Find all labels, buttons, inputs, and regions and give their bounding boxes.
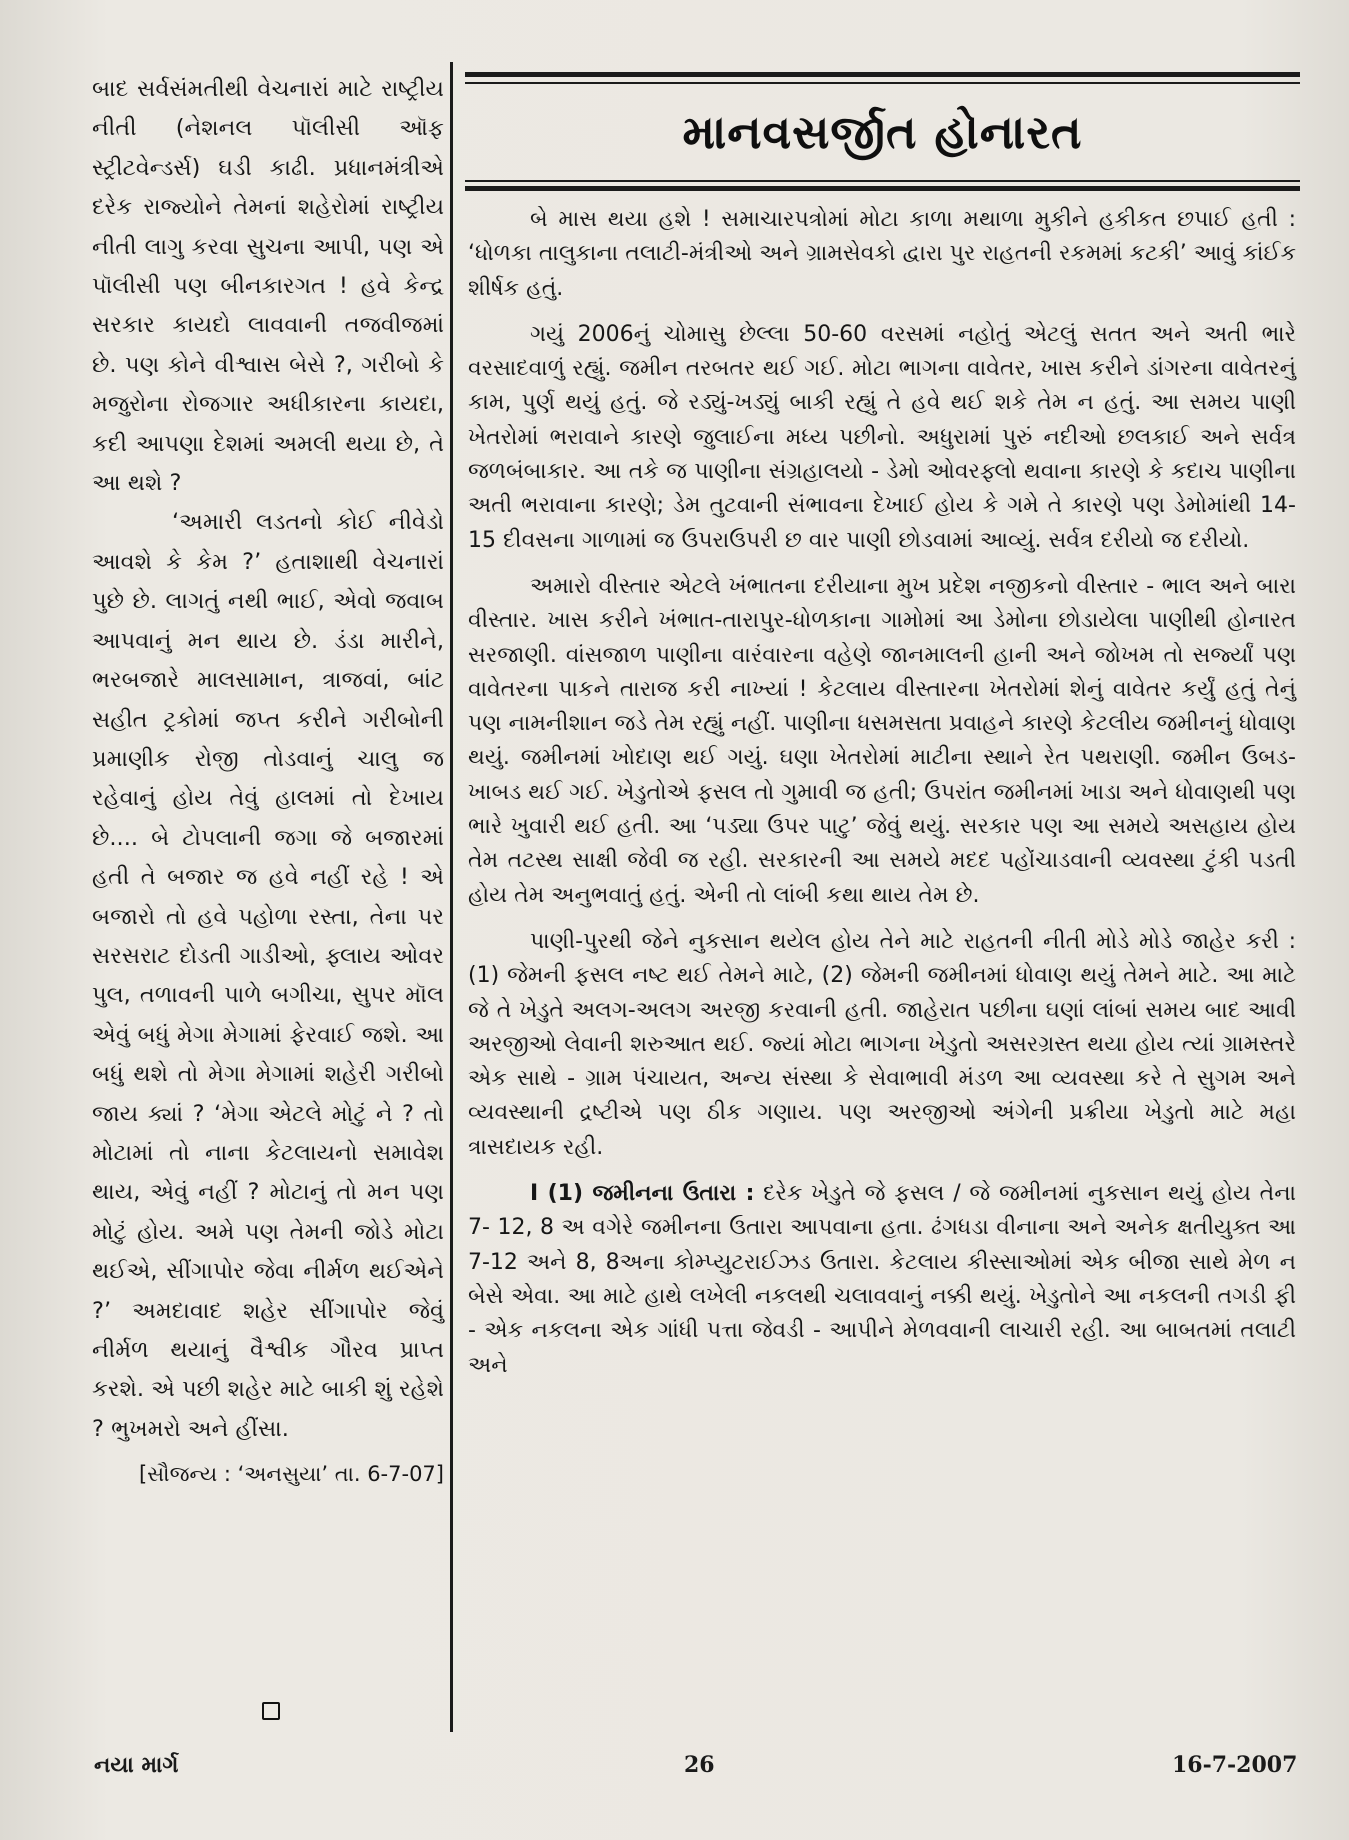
title-rule-bottom-thick [465, 186, 1300, 191]
left-column [92, 70, 444, 1710]
article-paragraph-3: અમારો વીસ્તાર એટલે ખંભાતના દરીયાના મુખ પ્રદેશ નજીકનો વીસ્તાર - ભાલ અને બારા વીસ્તાર. ખાસ કરીને ખંભાત-તારાપુર-ધોળકાના ગામોમાં આ ડેમોના છોડાયેલા પાણીથી હોનારત સરજાણી. વાંસજાળ પાણીના વારંવારના વહેણે જાનમાલની હાની અને જોખમ તો સર્જ્યાં પણ વાવેતરના પાકને તારાજ કરી નાખ્યાં ! કેટલાય વીસ્તારના ખેતરોમાં શેનું વાવેતર કર્યું હતું તેનું પણ નામનીશાન જડે તેમ રહ્યું નહીં. પાણીના ધસમસતા પ્રવાહને કારણે કેટલીય જમીનનું ધોવાણ થયું. જમીનમાં ખોદાણ થઈ ગયું. ઘણા ખેતરોમાં માટીના સ્થાને રેત પથરાણી. જમીન ઉબડ-ખાબડ થઈ ગઈ. ખેડુતોએ ફસલ તો ગુમાવી જ હતી; ઉપરાંત જમીનમાં ખાડા અને ધોવાણથી પણ ભારે ખુવારી થઈ હતી. આ ‘પડ્યા ઉપર પાટુ’ જેવું થયું. સરકાર પણ આ સમયે અસહાય હોય તેમ તટસ્થ સાક્ષી જેવી જ રહી. સરકારની આ સમયે મદદ પહોંચાડવાની વ્યવસ્થા ટુંકી પડતી હોય તેમ અનુભવાતું હતું. એની તો લાંબી કથા થાય તેમ છે. [468, 573, 1296, 908]
article-body [468, 203, 1296, 1393]
article-paragraph-4: પાણી-પુરથી જેને નુકસાન થયેલ હોય તેને માટે રાહતની નીતી મોડે મોડે જાહેર કરી : (1) જેમની ફસલ નષ્ટ થઈ તેમને માટે, (2) જેમની જમીનમાં ધોવાણ થયું તેમને માટે. આ માટે જે તે ખેડુતે અલગ-અલગ અરજી કરવાની હતી. જાહેરાત પછીના ઘણાં લાંબાં સમય બાદ આવી અરજીઓ લેવાની શરુઆત થઈ. જ્યાં મોટા ભાગના ખેડુતો અસરગ્રસ્ત થયા હોય ત્યાં ગ્રામસ્તરે એક સાથે - ગ્રામ પંચાયત, અન્ય સંસ્થા કે સેવાભાવી મંડળ આ વ્યવસ્થા કરે તે સુગમ અને વ્યવસ્થાની દ્રષ્ટીએ પણ ઠીક ગણાય. પણ અરજીઓ અંગેની પ્રક્રીયા ખેડુતો માટે મહા ત્રાસદાયક રહી. [468, 928, 1296, 1160]
article-paragraph-5 [468, 1177, 1296, 1383]
section-text: દરેક ખેડુતે જે ફસલ / જે જમીનમાં નુકસાન થયું હોય તેના 7- 12, 8 અ વગેરે જમીનના ઉતારા આપવાના હતા. ઢંગધડા વીનાના અને અનેક ક્ષતીયુક્ત આ 7-12 અને 8, 8અના કોમ્પ્યુટરાઈઝડ ઉતારા. કેટલાય કીસ્સાઓમાં એક બીજા સાથે મેળ ન બેસે એવા. આ માટે હાથે લખેલી નકલથી ચલાવવાનું નક્કી થયું. ખેડુતોને આ નકલની તગડી ફી - એક નકલના એક ગાંધી પત્તા જેવડી - આપીને મેળવવાની લાચારી રહી. આ બાબતમાં તલાટી અને [468, 1181, 1296, 1378]
title-rule-top-thin [465, 82, 1300, 84]
article-title: માનવસર્જીત હોનારત [682, 105, 1083, 159]
footer-page-number: 26 [684, 1752, 715, 1778]
title-rule-top-thick [465, 72, 1300, 77]
article-end-mark [262, 1702, 280, 1720]
title-block [465, 72, 1300, 198]
footer-publication: નયા માર્ગ [94, 1752, 179, 1778]
title-rule-bottom-thin [465, 180, 1300, 182]
left-paragraph-1: બાદ સર્વસંમતીથી વેચનારાં માટે રાષ્ટ્રીય નીતી (નેશનલ પૉલીસી ઑફ સ્ટ્રીટવેન્ડર્સ) ઘડી કાઢી. પ્રધાનમંત્રીએ દરેક રાજ્યોને તેમનાં શહેરોમાં રાષ્ટ્રીય નીતી લાગુ કરવા સુચના આપી, પણ એ પૉલીસી પણ બીનકારગત ! હવે કેન્દ્ર સરકાર કાયદો લાવવાની તજવીજમાં છે. પણ કોને વીશ્વાસ બેસે ?, ગરીબો કે મજુરોના રોજગાર અધીકારના કાયદા, કદી આપણા દેશમાં અમલી થયા છે, તે આ થશે ? [92, 76, 444, 497]
section-heading: I (1) જમીનના ઉતારા : [530, 1181, 755, 1207]
footer-date: 16-7-2007 [1172, 1752, 1298, 1778]
column-divider [450, 62, 453, 1732]
article-paragraph-2: ગયું 2006નું ચોમાસુ છેલ્લા 50-60 વરસમાં નહોતું એટલું સતત અને અતી ભારે વરસાદવાળું રહ્યું. જમીન તરબતર થઈ ગઈ. મોટા ભાગના વાવેતર, ખાસ કરીને ડાંગરના વાવેતરનું કામ, પુર્ણ થયું હતું. જે રડ્યું-ખડ્યું બાકી રહ્યું તે હવે થઈ શકે તેમ ન હતું. આ સમય પાણી ખેતરોમાં ભરાવાને કારણે જુલાઈના મધ્ય પછીનો. અધુરામાં પુરું નદીઓ છલકાઈ અને સર્વત્ર જળબંબાકાર. આ તકે જ પાણીના સંગ્રહાલયો - ડેમો ઓવરફ્લો થવાના કારણે કે કદાચ પાણીના અતી ભરાવાના કારણે; ડેમ તુટવાની સંભાવના દેખાઈ હોય કે ગમે તે કારણે પણ ડેમોમાંથી 14-15 દીવસના ગાળામાં જ ઉપરાઉપરી છ વાર પાણી છોડવામાં આવ્યું. સર્વત્ર દરીયો જ દરીયો. [468, 321, 1296, 553]
left-paragraph-2: ‘અમારી લડતનો કોઈ નીવેડો આવશે કે કેમ ?’ હતાશાથી વેચનારાં પુછે છે. લાગતું નથી ભાઈ, એવો જવાબ આપવાનું મન થાય છે. ડંડા મારીને, ભરબજારે માલસામાન, ત્રાજવાં, બાંટ સહીત ટ્રકોમાં જપ્ત કરીને ગરીબોની પ્રમાણીક રોજી તોડવાનું ચાલુ જ રહેવાનું હોય તેવું હાલમાં તો દેખાય છે.... બે ટોપલાની જગા જે બજારમાં હતી તે બજાર જ હવે નહીં રહે ! એ બજારો તો હવે પહોળા રસ્તા, તેના પર સરસરાટ દોડતી ગાડીઓ, ફ્લાય ઓવર પુલ, તળાવની પાળે બગીચા, સુપર મૉલ એવું બધું મેગા મેગામાં ફેરવાઈ જશે. આ બધું થશે તો મેગા મેગામાં શહેરી ગરીબો જાય ક્યાં ? ‘મેગા એટલે મોટું ને ? તો મોટામાં તો નાના કેટલાયનો સમાવેશ થાય, એવું નહીં ? મોટાનું તો મન પણ મોટું હોય. અમે પણ તેમની જોડે મોટા થઈએ, સીંગાપોર જેવા નીર્મળ થઈએને ?’ અમદાવાદ શહેર સીંગાપોર જેવું નીર્મળ થયાનું વૈશ્વીક ગૌરવ પ્રાપ્ત કરશે. એ પછી શહેર માટે બાકી શું રહેશે ? ભુખમરો અને હીંસા. [92, 509, 444, 1442]
article-paragraph-1: બે માસ થયા હશે ! સમાચારપત્રોમાં મોટા કાળા મથાળા મુકીને હકીકત છપાઈ હતી : ‘ધોળકા તાલુકાના તલાટી-મંત્રીઓ અને ગ્રામસેવકો દ્વારા પુર રાહતની રકમમાં કટકી’ આવું કાંઈક શીર્ષક હતું. [468, 207, 1296, 301]
credit-line: [સૌજન્ય : ‘અનસુયા’ તા. 6-7-07] [138, 1462, 444, 1487]
